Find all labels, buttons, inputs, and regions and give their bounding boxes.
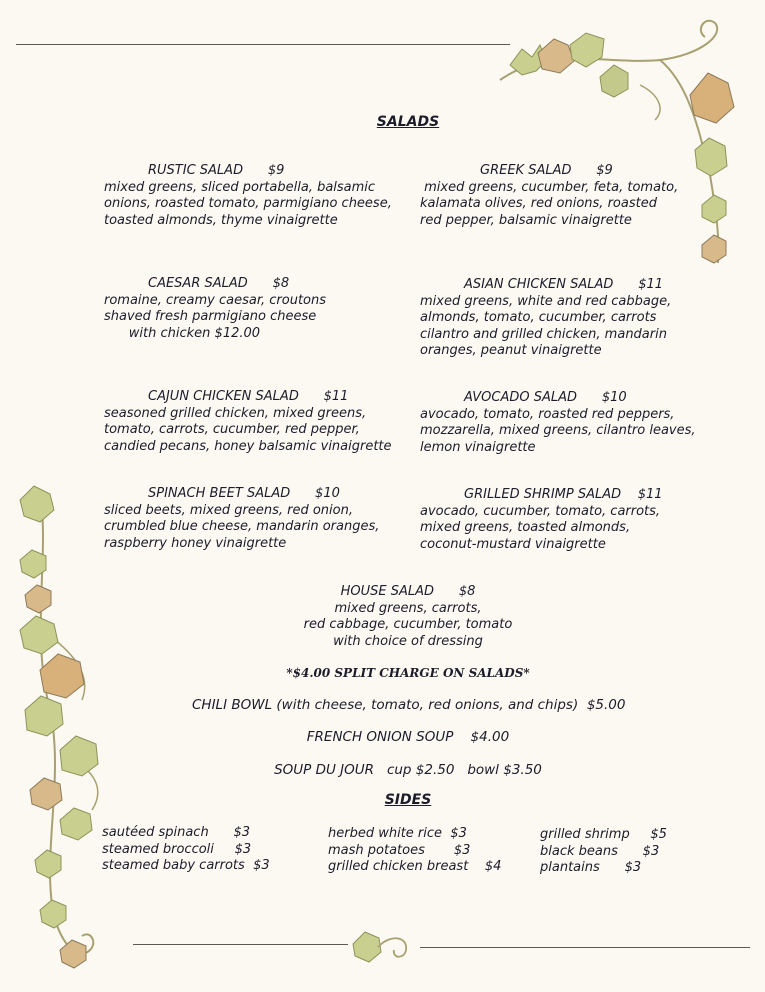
salad-desc: seasoned grilled chicken, mixed greens, <box>104 405 367 421</box>
side-price: $3 <box>624 860 642 875</box>
chili-bowl-label: CHILI BOWL (with cheese, tomato, red onions, and chips) <box>192 697 579 713</box>
side-name: sautéed spinach <box>102 825 209 840</box>
ivy-left-border-icon <box>10 480 140 980</box>
side-item <box>328 843 501 860</box>
salad-name: CAESAR SALAD <box>148 276 248 291</box>
side-name: steamed broccoli <box>102 841 214 857</box>
sides-col-1 <box>102 825 270 875</box>
ivy-bottom-ornament-icon <box>348 922 418 967</box>
salad-desc: red cabbage, cucumber, tomato <box>303 617 513 632</box>
side-price: $3 <box>253 858 270 873</box>
soup-du-jour-label: SOUP DU JOUR <box>274 762 375 778</box>
side-price: $5 <box>650 827 667 842</box>
side-item <box>540 844 667 861</box>
salad-rustic <box>104 163 392 229</box>
salad-desc: mozzarella, mixed greens, cilantro leaves, <box>420 423 696 438</box>
salad-desc: with chicken $12.00 <box>104 325 261 341</box>
side-item <box>540 860 667 877</box>
salad-name: RUSTIC SALAD <box>148 163 244 178</box>
salad-desc: raspberry honey vinaigrette <box>104 535 287 551</box>
salad-desc: mixed greens, sliced portabella, balsamic <box>104 179 376 195</box>
salad-desc: candied pecans, honey balsamic vinaigrette <box>104 438 392 454</box>
chili-bowl-line <box>150 697 712 713</box>
salad-desc: onions, roasted tomato, parmigiano cheese, <box>104 196 392 211</box>
salad-price: $9 <box>267 163 285 178</box>
salad-spinach-beet <box>104 486 379 552</box>
salad-price: $10 <box>601 390 627 405</box>
salad-desc: mixed greens, toasted almonds, <box>420 520 631 535</box>
sides-title: SIDES <box>384 792 432 808</box>
salads-title: SALADS <box>376 114 440 130</box>
side-name: mash potatoes <box>328 842 425 858</box>
side-name: plantains <box>540 860 600 875</box>
soup-cup-price: cup $2.50 <box>386 762 455 778</box>
bottom-rule-right <box>420 947 750 948</box>
salad-price: $8 <box>272 276 290 291</box>
side-item <box>328 859 501 876</box>
sides-col-3 <box>540 827 667 877</box>
salad-price: $11 <box>637 487 663 502</box>
soup-bowl-price: bowl $3.50 <box>467 762 542 778</box>
salad-caesar <box>104 276 326 342</box>
salad-desc: cilantro and grilled chicken, mandarin <box>420 326 667 342</box>
salad-desc: avocado, cucumber, tomato, carrots, <box>420 503 661 519</box>
sides-col-2 <box>328 826 501 876</box>
salad-name: AVOCADO SALAD <box>464 390 578 405</box>
side-item <box>102 842 270 859</box>
salad-avocado <box>420 390 696 456</box>
salad-asian-chicken <box>420 277 671 360</box>
salad-price: $8 <box>458 584 476 599</box>
side-name: grilled shrimp <box>540 827 630 842</box>
top-rule <box>16 44 510 45</box>
french-onion-line <box>258 729 558 745</box>
salad-greek <box>420 163 678 229</box>
salad-price: $10 <box>315 486 340 501</box>
salad-desc: toasted almonds, thyme vinaigrette <box>104 212 338 228</box>
side-item <box>102 858 270 875</box>
side-price: $3 <box>450 826 467 841</box>
salad-desc: romaine, creamy caesar, croutons <box>104 292 327 308</box>
salad-desc: coconut-mustard vinaigrette <box>420 536 606 552</box>
salad-price: $11 <box>638 277 664 292</box>
salad-desc: shaved fresh parmigiano cheese <box>104 309 317 324</box>
side-name: steamed baby carrots <box>102 858 245 873</box>
soup-du-jour-line <box>228 762 588 778</box>
salad-desc: lemon vinaigrette <box>420 439 536 455</box>
split-charge-note: *$4.00 SPLIT CHARGE ON SALADS* <box>286 666 530 680</box>
side-price: $3 <box>234 841 252 857</box>
french-onion-price: $4.00 <box>470 729 510 745</box>
salad-desc: oranges, peanut vinaigrette <box>420 343 602 358</box>
salad-desc: tomato, carrots, cucumber, red pepper, <box>104 422 360 437</box>
salad-name: ASIAN CHICKEN SALAD <box>464 277 614 292</box>
side-name: grilled chicken breast <box>328 859 469 874</box>
salad-desc: kalamata olives, red onions, roasted <box>420 196 657 211</box>
salad-desc: mixed greens, carrots, <box>334 600 482 616</box>
side-price: $3 <box>453 842 471 858</box>
salad-grilled-shrimp <box>420 487 663 553</box>
side-price: $4 <box>484 859 502 874</box>
french-onion-label: FRENCH ONION SOUP <box>306 729 454 745</box>
salad-house <box>258 584 558 650</box>
salad-name: GREEK SALAD <box>480 163 572 178</box>
side-item <box>540 827 667 844</box>
side-item <box>328 826 501 843</box>
side-name: black beans <box>540 843 618 859</box>
salad-desc: red pepper, balsamic vinaigrette <box>420 212 632 228</box>
salad-desc: avocado, tomato, roasted red peppers, <box>420 406 675 422</box>
salad-desc: crumbled blue cheese, mandarin oranges, <box>104 519 380 534</box>
side-price: $3 <box>642 843 660 859</box>
salad-name: CAJUN CHICKEN SALAD <box>148 389 299 404</box>
salad-price: $11 <box>323 389 349 404</box>
salad-desc: almonds, tomato, cucumber, carrots <box>420 310 657 325</box>
salad-name: GRILLED SHRIMP SALAD <box>464 487 622 502</box>
salad-desc: sliced beets, mixed greens, red onion, <box>104 502 353 518</box>
side-item <box>102 825 270 842</box>
salad-desc: mixed greens, white and red cabbage, <box>420 293 672 309</box>
salad-desc: with choice of dressing <box>333 633 483 649</box>
salad-desc: mixed greens, cucumber, feta, tomato, <box>420 179 679 195</box>
salad-price: $9 <box>596 163 613 178</box>
salad-name: HOUSE SALAD <box>340 584 435 599</box>
salad-cajun-chicken <box>104 389 392 455</box>
bottom-rule-left <box>133 944 348 945</box>
ivy-top-right-icon <box>490 15 765 275</box>
salad-name: SPINACH BEET SALAD <box>148 486 291 501</box>
chili-bowl-price: $5.00 <box>586 697 626 713</box>
side-price: $3 <box>233 825 251 840</box>
side-name: herbed white rice <box>328 826 443 841</box>
